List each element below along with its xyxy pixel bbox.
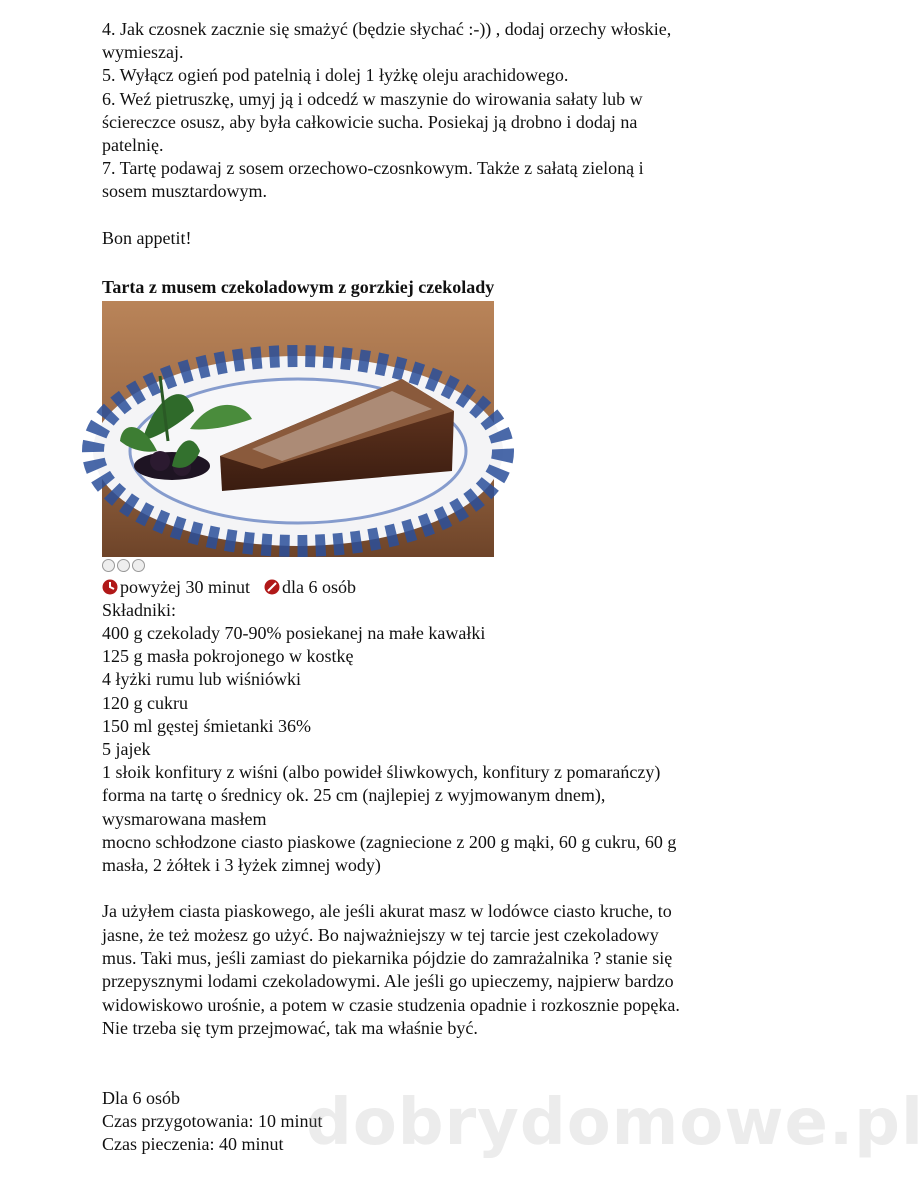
clock-icon [102, 579, 118, 595]
description-paragraph [102, 900, 762, 1040]
site-watermark: dobrydomowe.pl [306, 1086, 924, 1160]
step-line: sosem musztardowym. [102, 181, 267, 202]
closing-text: Bon appetit! [102, 227, 192, 248]
summary-line: Czas pieczenia: 40 minut [102, 1134, 284, 1155]
ingredient-item: 400 g czekolady 70-90% posiekanej na małe kawałki [102, 623, 486, 644]
paragraph-line: jasne, że też możesz go użyć. Bo najważniejszy w tej tarcie jest czekoladowy [102, 924, 659, 945]
intro-steps [102, 18, 762, 204]
paragraph-line: przepysznymi lodami czekoladowymi. Ale jeśli go upieczemy, najpierw bardzo [102, 971, 674, 992]
chef-hat-icon [117, 559, 130, 572]
people-icon [264, 579, 280, 595]
ingredient-item: masła, 2 żółtek i 3 łyżek zimnej wody) [102, 855, 381, 876]
ingredients-list [102, 622, 762, 877]
ingredient-item: forma na tartę o średnicy ok. 25 cm (najlepiej z wyjmowanym dnem), [102, 785, 606, 806]
summary-line: Czas przygotowania: 10 minut [102, 1110, 323, 1131]
document-page [102, 18, 762, 1156]
recipe-photo [102, 301, 494, 557]
step-line: wymieszaj. [102, 42, 184, 63]
spacer [102, 204, 762, 227]
ingredient-item: 125 g masła pokrojonego w kostkę [102, 646, 354, 667]
step-line: 4. Jak czosnek zacznie się smażyć (będzie słychać :-)) , dodaj orzechy włoskie, [102, 19, 672, 39]
step-line: ściereczce osusz, aby była całkowicie sucha. Posiekaj ją drobno i dodaj na [102, 111, 638, 132]
step-line: patelnię. [102, 135, 164, 156]
paragraph-line: widowiskowo urośnie, a potem w czasie studzenia opadnie i rozkosznie popęka. [102, 994, 680, 1015]
step-line: 7. Tartę podawaj z sosem orzechowo-czosnkowym. Także z sałatą zieloną i [102, 158, 644, 179]
ingredient-item: wysmarowana masłem [102, 808, 267, 829]
ingredient-item: mocno schłodzone ciasto piaskowe (zagniecione z 200 g mąki, 60 g cukru, 60 g [102, 831, 677, 852]
ingredient-item: 4 łyżki rumu lub wiśniówki [102, 669, 301, 690]
difficulty-rating [102, 559, 762, 575]
ingredient-item: 5 jajek [102, 739, 151, 760]
step-line: 6. Weź pietruszkę, umyj ją i odcedź w maszynie do wirowania sałaty lub w [102, 88, 643, 109]
spacer [102, 1041, 762, 1087]
spacer [102, 877, 762, 900]
ingredient-item: 150 ml gęstej śmietanki 36% [102, 715, 311, 736]
paragraph-line: mus. Taki mus, jeśli zamiast do piekarnika pójdzie do zamrażalnika ? stanie się [102, 948, 673, 969]
paragraph-line: Nie trzeba się tym przejmować, tak ma właśnie być. [102, 1018, 478, 1039]
recipe-title: Tarta z musem czekoladowym z gorzkiej czekolady [102, 276, 495, 297]
chef-hat-icon [102, 559, 115, 572]
ingredient-item: 1 słoik konfitury z wiśni (albo powideł śliwkowych, konfitury z pomarańczy) [102, 762, 661, 783]
summary-line: Dla 6 osób [102, 1087, 180, 1108]
step-line: 5. Wyłącz ogień pod patelnią i dolej 1 łyżkę oleju arachidowego. [102, 65, 569, 86]
recipe-meta [102, 575, 762, 599]
ingredients-heading: Składniki: [102, 599, 177, 620]
cooking-time: powyżej 30 minut [120, 576, 250, 597]
chocolate-tart-image [102, 301, 494, 557]
chef-hat-icon [132, 559, 145, 572]
ingredient-item: 120 g cukru [102, 692, 188, 713]
paragraph-line: Ja użyłem ciasta piaskowego, ale jeśli akurat masz w lodówce ciasto kruche, to [102, 901, 672, 922]
spacer [102, 250, 762, 273]
servings: dla 6 osób [281, 576, 356, 597]
